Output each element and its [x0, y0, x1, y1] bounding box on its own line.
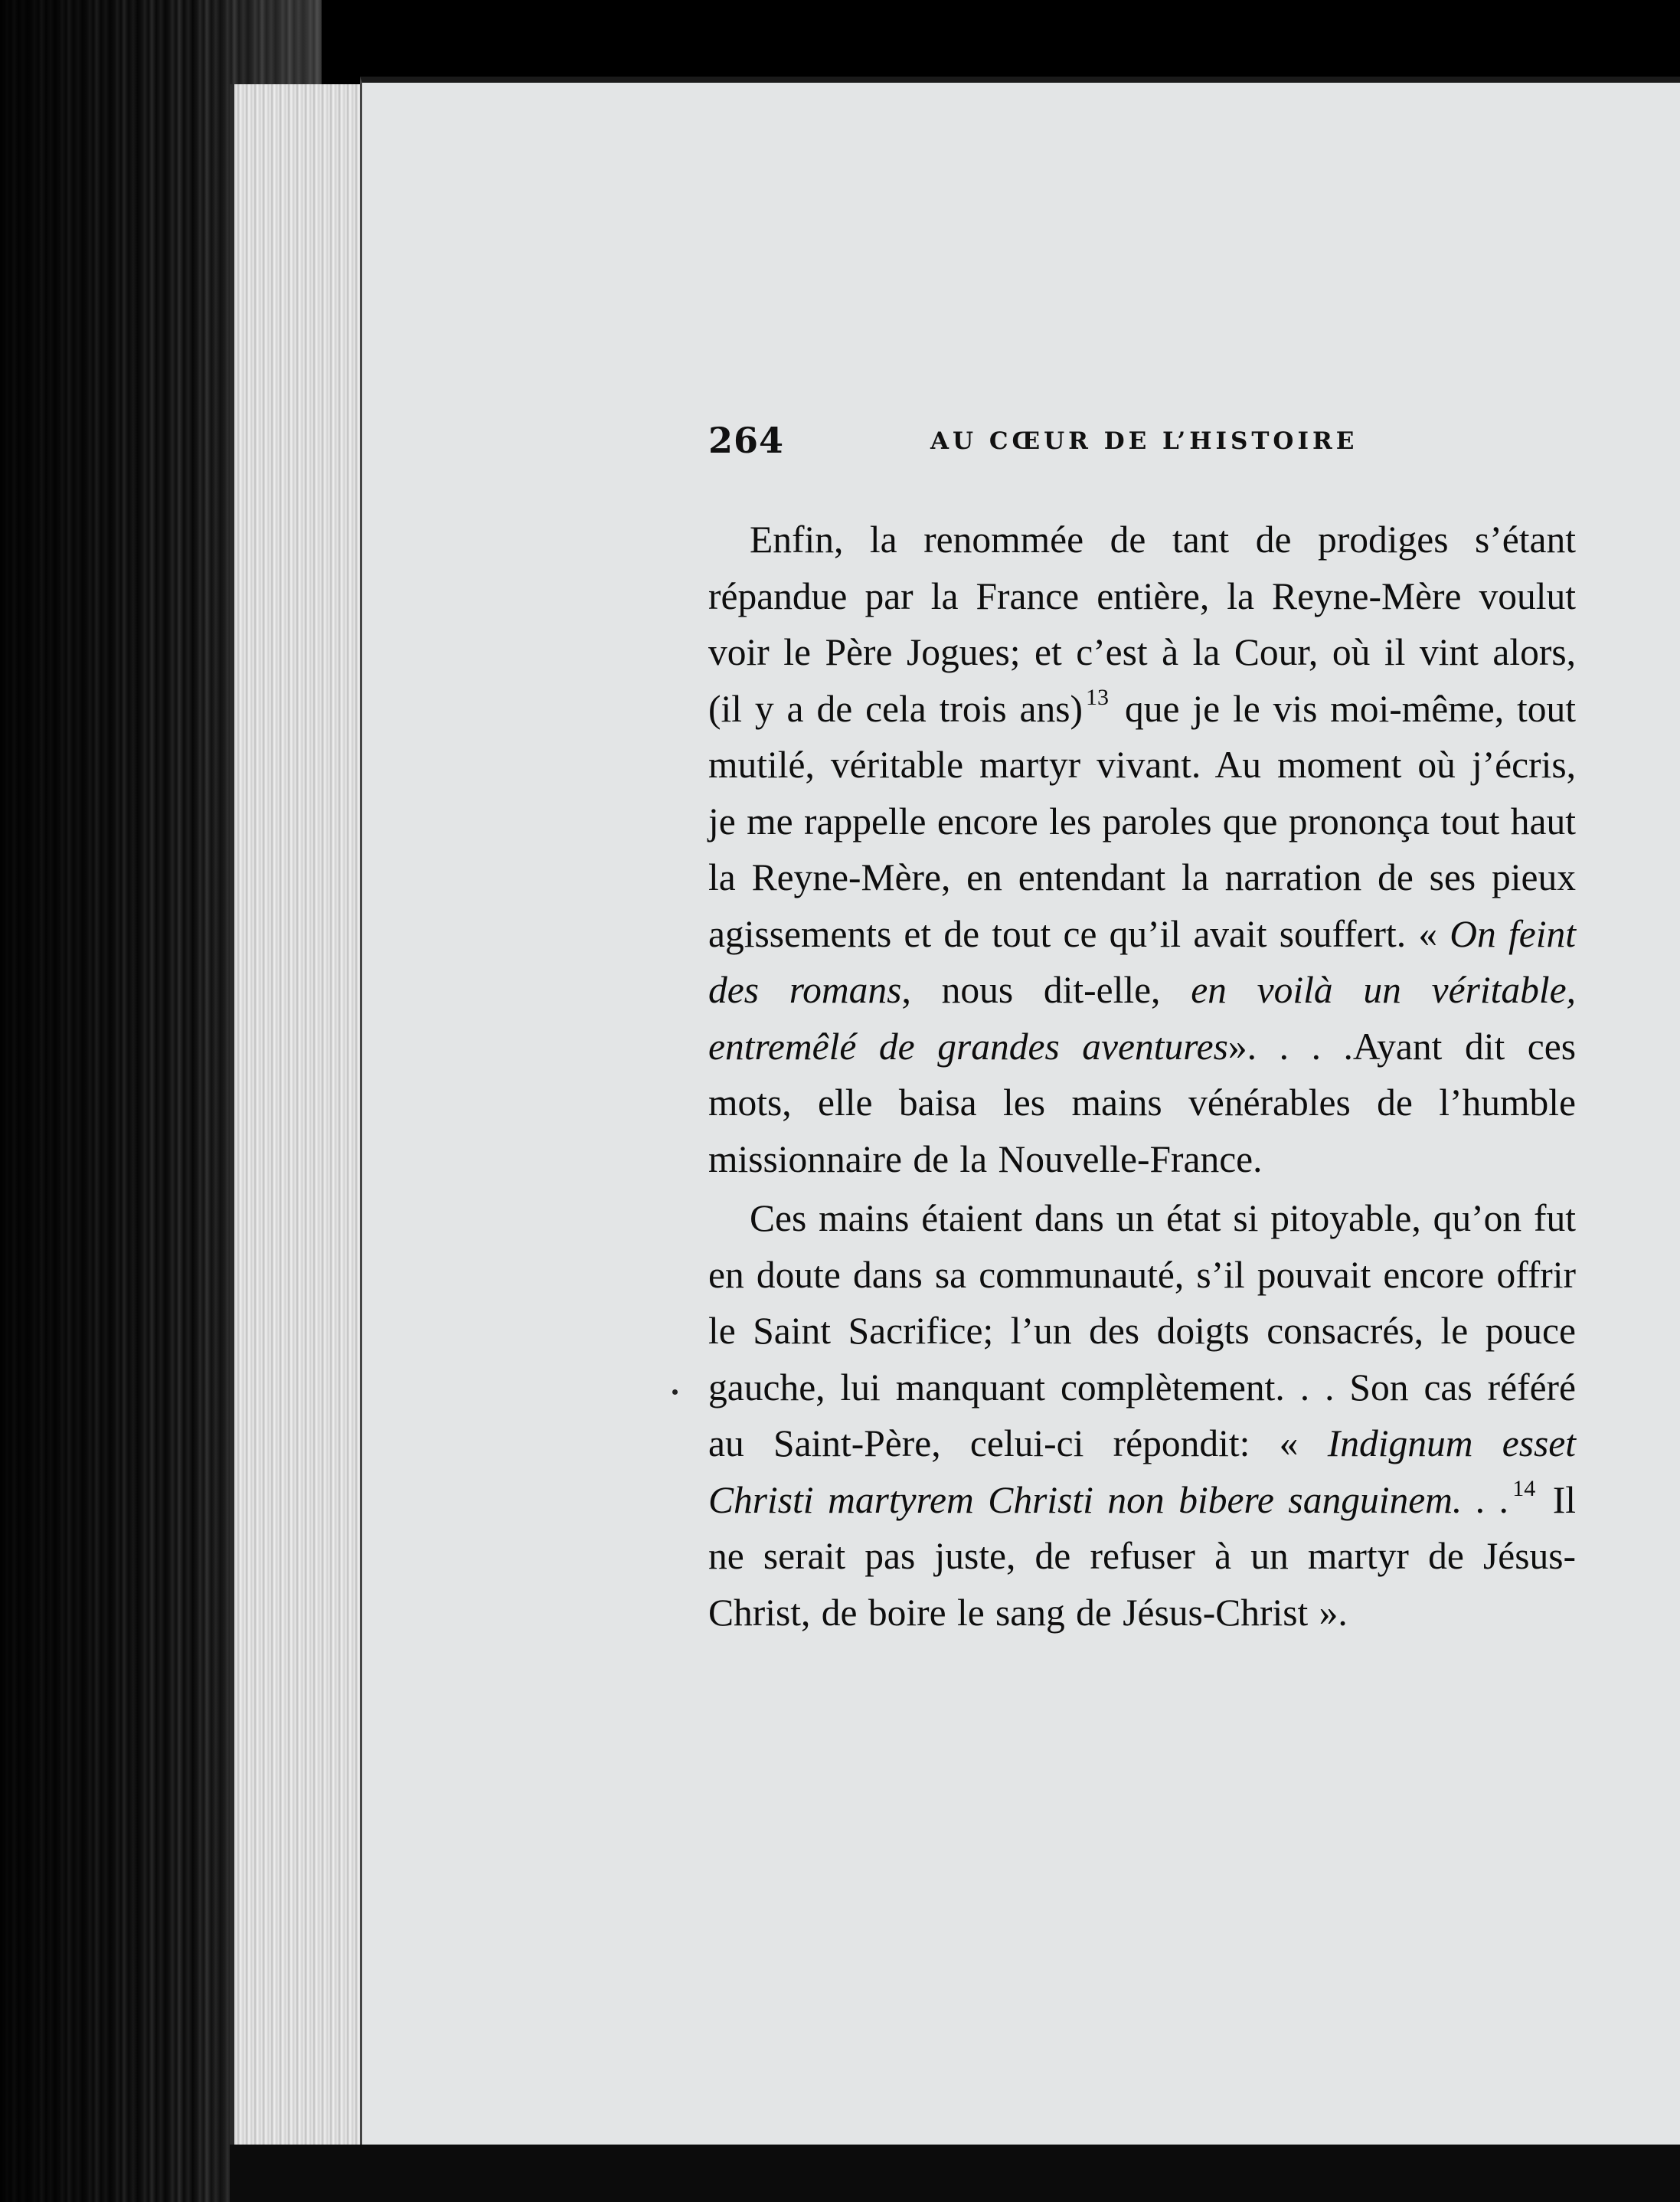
paragraph-1	[708, 512, 1576, 1187]
ink-speck	[672, 1389, 678, 1395]
latin-quote-italic: Indignum esset Christi martyrem Christi non bibere sanguinem. . .	[708, 1422, 1576, 1521]
running-head	[708, 420, 1367, 466]
quote-italic-2: en voilà un véritable, entremêlé de grandes aventures	[708, 969, 1576, 1068]
paragraph-1-text-c: , nous dit-elle,	[901, 969, 1191, 1011]
paragraph-2-text-b: Il ne serait pas juste, de refuser à un martyr de Jésus-Christ, de boire le sang de Jésus-Christ ».	[708, 1478, 1576, 1634]
footnote-marker-14: 14	[1512, 1475, 1536, 1501]
page-bottom-shadow	[230, 2145, 1680, 2202]
footnote-marker-13: 13	[1086, 684, 1110, 710]
paragraph-1-text-b: que je le vis moi-même, tout mutilé, véritable martyr vivant. Au moment où j’écris, je me rappelle encore les paroles que prononça tout haut la Reyne-Mère, en entendant la narration de ses pieux agissements et de tout ce qu’il avait souffert. «	[708, 687, 1576, 955]
paragraph-2	[708, 1190, 1576, 1641]
paragraph-1-text-a: Enfin, la renommée de tant de prodiges s’étant répandue par la France entière, la Reyne-Mère voulut voir le Père Jogues; et c’est à la Cour, où il vint alors, (il y a de cela trois ans)	[708, 519, 1576, 730]
paragraph-2-text-a: Ces mains étaient dans un état si pitoyable, qu’on fut en doute dans sa communauté, s’il pouvait encore offrir le Saint Sacrifice; l’un des doigts consacrés, le pouce gauche, lui manquant complètement. . . Son cas référé au Saint-Père, celui-ci répondit: «	[708, 1197, 1576, 1464]
running-title: AU CŒUR DE L’HISTOIRE	[930, 427, 1358, 455]
body-text	[708, 512, 1576, 1641]
paragraph-1-text-d: ». . . .Ayant dit ces mots, elle baisa les mains vénérables de l’humble missionnaire de la Nouvelle-France.	[708, 1025, 1576, 1180]
page-number: 264	[708, 420, 785, 461]
page-stack-edges	[230, 84, 372, 2152]
quote-italic-1: On feint des romans	[708, 912, 1576, 1011]
